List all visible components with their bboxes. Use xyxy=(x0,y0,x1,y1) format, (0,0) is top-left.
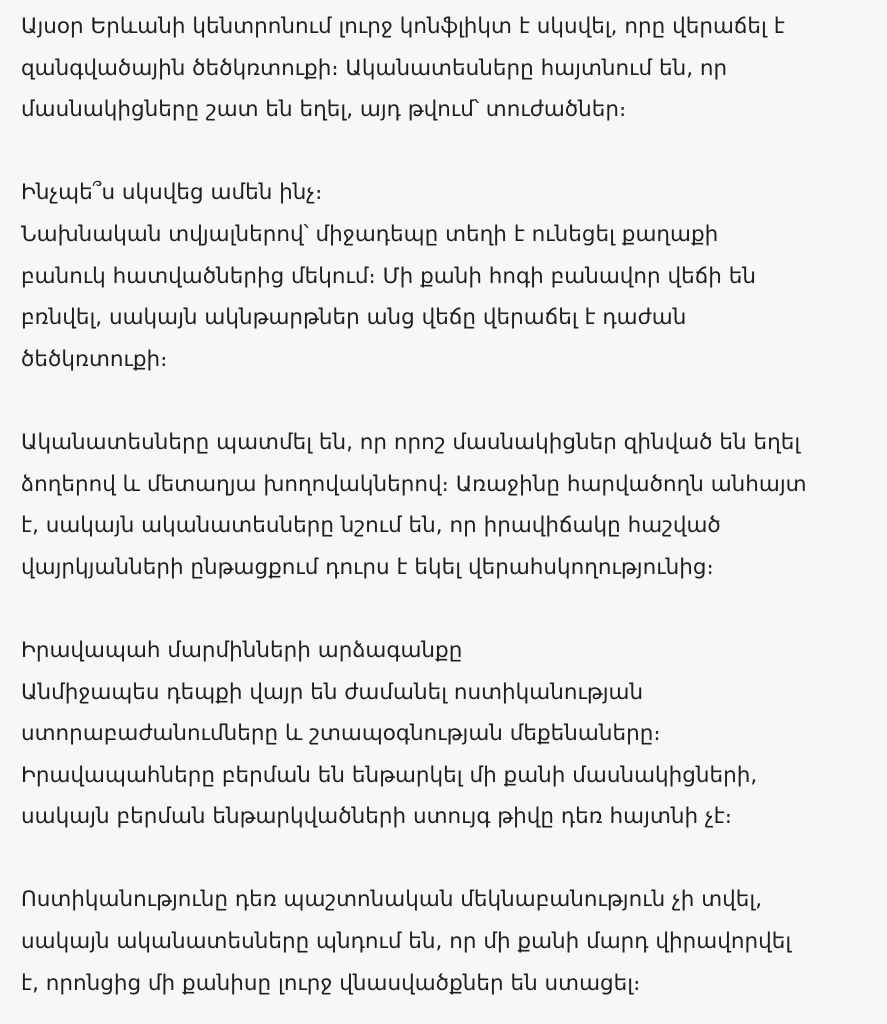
section-heading: Իրավապահ մարմինների արձագանքը xyxy=(21,637,463,663)
paragraph-intro xyxy=(21,6,865,131)
text-line: է, սակայն ականատեսները նշում են, որ իրավիճակը հաշված xyxy=(21,513,721,539)
text-line: Իրավապահները բերման են ենթարկել մի քանի մասնակիցների, xyxy=(21,762,758,788)
text-line: ձողերով և մետաղյա խողովակներով։ Առաջինը հարվածողն անհայտ xyxy=(21,471,807,497)
section-heading: Ինչպե՞ս սկսվեց ամեն ինչ։ xyxy=(21,180,323,206)
paragraph-police-statement xyxy=(21,879,865,1004)
paragraph-law-enforcement xyxy=(21,630,865,838)
text-line: Ականատեսները պատմել են, որ որոշ մասնակիցներ զինված են եղել xyxy=(21,429,801,455)
paragraph-eyewitnesses xyxy=(21,422,865,588)
text-line: Ոստիկանությունը դեռ պաշտոնական մեկնաբանություն չի տվել, xyxy=(21,887,763,913)
text-line: է, որոնցից մի քանիսը լուրջ վնասվածքներ են ստացել։ xyxy=(21,970,641,996)
paragraph-gap xyxy=(21,838,865,880)
text-line: ծեծկռտուքի։ xyxy=(21,346,168,372)
text-line: բռնվել, սակայն ակնթարթներ անց վեճը վերաճել է դաժան xyxy=(21,305,687,331)
paragraph-gap xyxy=(21,588,865,630)
paragraph-how-it-started xyxy=(21,172,865,380)
text-line: Նախնական տվյալներով՝ միջադեպը տեղի է ունեցել քաղաքի xyxy=(21,221,719,247)
text-line: սակայն բերման ենթարկվածների ստույգ թիվը դեռ հայտնի չէ։ xyxy=(21,804,732,830)
paragraph-gap xyxy=(21,380,865,422)
text-line: վայրկյանների ընթացքում դուրս է եկել վերահսկողությունից։ xyxy=(21,554,714,580)
text-line: մասնակիցները շատ են եղել, այդ թվում՝ տուժածներ։ xyxy=(21,97,627,123)
text-line: Անմիջապես դեպքի վայր են ժամանել ոստիկանության xyxy=(21,679,644,705)
text-line: զանգվածային ծեծկռտուքի։ Ականատեսները հայտնում են, որ xyxy=(21,55,728,81)
text-line: ստորաբաժանումները և շտապօգնության մեքենաները։ xyxy=(21,721,661,747)
paragraph-gap xyxy=(21,131,865,173)
text-line: Այսօր Երևանի կենտրոնում լուրջ կոնֆլիկտ է սկսվել, որը վերաճել է xyxy=(21,14,785,39)
text-line: բանուկ հատվածներից մեկում։ Մի քանի հոգի բանավոր վեճի են xyxy=(21,263,756,289)
text-line: սակայն ականատեսները պնդում են, որ մի քանի մարդ վիրավորվել xyxy=(21,929,792,955)
